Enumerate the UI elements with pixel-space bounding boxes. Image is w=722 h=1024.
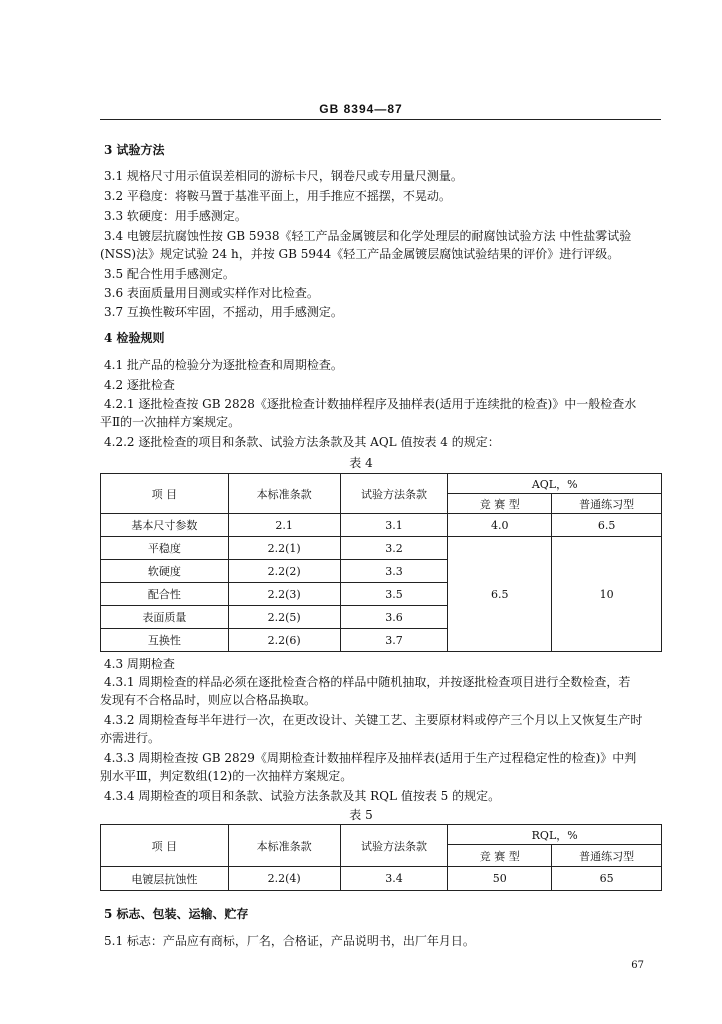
paragraph: 3.3 软硬度：用手感测定。: [104, 209, 247, 223]
table-4: [100, 473, 662, 652]
paragraph: 3.5 配合性用手感测定。: [104, 267, 235, 281]
cell-method: 3.3: [340, 560, 448, 583]
paragraph: 亦需进行。: [100, 731, 161, 745]
cell-std: 2.2(4): [228, 867, 340, 891]
paragraph: 4.3.4 周期检查的项目和条款、试验方法条款及其 RQL 值按表 5 的规定。: [104, 789, 501, 803]
cell-aql-train: 10: [552, 537, 662, 652]
col-aql-header: AQL，%: [448, 474, 662, 494]
section-heading: 3 试验方法: [104, 143, 165, 157]
table5-caption: 表 5: [349, 808, 373, 822]
paragraph: 3.4 电镀层抗腐蚀性按 GB 5938《轻工产品金属镀层和化学处理层的耐腐蚀试验方法 中性盐雾试验: [104, 229, 632, 243]
cell-item: 表面质量: [101, 606, 229, 629]
col-train-header: 普通练习型: [552, 845, 662, 867]
cell-aql-train: 6.5: [552, 514, 662, 537]
paragraph: 别水平Ⅲ，判定数组(12)的一次抽样方案规定。: [100, 769, 353, 783]
col-item-header: 项 目: [101, 474, 229, 514]
paragraph: 4.3.1 周期检查的样品必须在逐批检查合格的样品中随机抽取，并按逐批检查项目进行全数检查，若: [104, 675, 631, 689]
table4-caption: 表 4: [349, 456, 373, 470]
paragraph: 4.2 逐批检查: [104, 378, 175, 392]
cell-method: 3.2: [340, 537, 448, 560]
col-comp-header: 竞 赛 型: [448, 845, 552, 867]
cell-item: 电镀层抗蚀性: [101, 867, 229, 891]
col-std-header: 本标准条款: [228, 825, 340, 867]
cell-std: 2.1: [228, 514, 340, 537]
paragraph: 发现有不合格品时，则应以合格品换取。: [100, 693, 317, 707]
table-row: [101, 514, 662, 537]
cell-method: 3.4: [340, 867, 448, 891]
paragraph: 3.2 平稳度：将鞍马置于基准平面上，用手推应不摇摆，不晃动。: [104, 189, 451, 203]
cell-aql-comp: 6.5: [448, 537, 552, 652]
paragraph: 平Ⅱ的一次抽样方案规定。: [100, 415, 241, 429]
cell-item: 平稳度: [101, 537, 229, 560]
cell-aql-comp: 4.0: [448, 514, 552, 537]
col-method-header: 试验方法条款: [340, 825, 448, 867]
cell-method: 3.5: [340, 583, 448, 606]
paragraph: (NSS)法》规定试验 24 h，并按 GB 5944《轻工产品金属镀层腐蚀试验结果的评价》进行评级。: [100, 247, 620, 261]
header-rule: [100, 119, 661, 120]
cell-method: 3.7: [340, 629, 448, 652]
cell-method: 3.6: [340, 606, 448, 629]
cell-rql-comp: 50: [448, 867, 552, 891]
paragraph: 4.2.2 逐批检查的项目和条款、试验方法条款及其 AQL 值按表 4 的规定：: [104, 435, 500, 449]
cell-method: 3.1: [340, 514, 448, 537]
cell-item: 软硬度: [101, 560, 229, 583]
page-number: 67: [631, 960, 644, 971]
paragraph: 4.3.3 周期检查按 GB 2829《周期检查计数抽样程序及抽样表(适用于生产过程稳定性的检查)》中判: [104, 751, 637, 765]
paragraph: 5.1 标志：产品应有商标，厂名，合格证，产品说明书，出厂年月日。: [104, 934, 475, 948]
col-std-header: 本标准条款: [228, 474, 340, 514]
cell-std: 2.2(6): [228, 629, 340, 652]
paragraph: 3.1 规格尺寸用示值误差相同的游标卡尺，钢卷尺或专用量尺测量。: [104, 169, 463, 183]
table-row: [101, 537, 662, 560]
col-method-header: 试验方法条款: [340, 474, 448, 514]
section-heading: 4 检验规则: [104, 331, 165, 345]
cell-item: 基本尺寸参数: [101, 514, 229, 537]
cell-rql-train: 65: [552, 867, 662, 891]
col-train-header: 普通练习型: [552, 494, 662, 514]
cell-item: 互换性: [101, 629, 229, 652]
paragraph: 4.1 批产品的检验分为逐批检查和周期检查。: [104, 358, 343, 372]
table-5: [100, 824, 662, 891]
cell-item: 配合性: [101, 583, 229, 606]
section-heading: 5 标志、包装、运输、贮存: [104, 907, 249, 921]
paragraph: 4.2.1 逐批检查按 GB 2828《逐批检查计数抽样程序及抽样表(适用于连续批的检查)》中一般检查水: [104, 397, 637, 411]
col-item-header: 项 目: [101, 825, 229, 867]
standard-header: GB 8394—87: [319, 102, 403, 116]
cell-std: 2.2(2): [228, 560, 340, 583]
cell-std: 2.2(5): [228, 606, 340, 629]
col-comp-header: 竞 赛 型: [448, 494, 552, 514]
paragraph: 4.3.2 周期检查每半年进行一次，在更改设计、关键工艺、主要原材料或停产三个月以上又恢复生产时: [104, 713, 643, 727]
table-row: [101, 867, 662, 891]
cell-std: 2.2(3): [228, 583, 340, 606]
paragraph: 3.7 互换性鞍环牢固，不摇动，用手感测定。: [104, 305, 343, 319]
cell-std: 2.2(1): [228, 537, 340, 560]
paragraph: 3.6 表面质量用目测或实样作对比检查。: [104, 286, 319, 300]
paragraph: 4.3 周期检查: [104, 657, 175, 671]
col-rql-header: RQL，%: [448, 825, 662, 845]
